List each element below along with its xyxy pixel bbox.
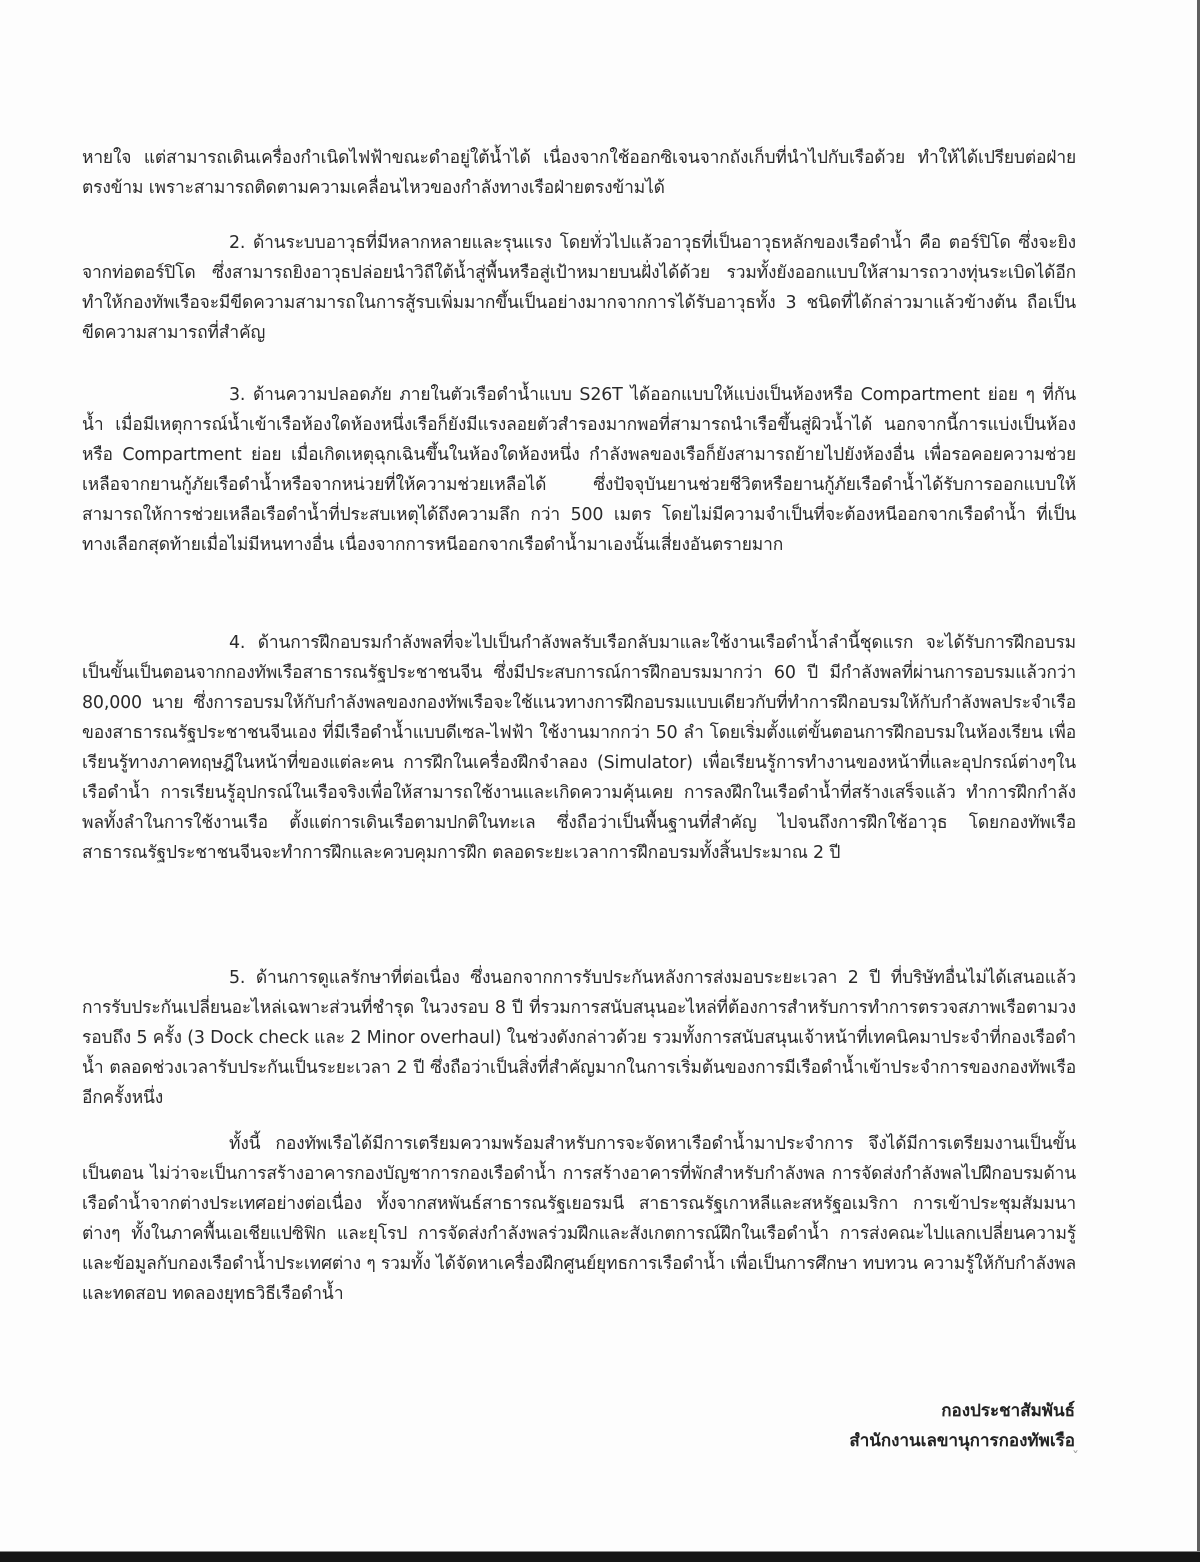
- paragraph-preparation: [82, 1129, 1076, 1309]
- paragraph-text: 5. ด้านการดูแลรักษาที่ต่อเนื่อง ซึ่งนอกจากการรับประกันหลังการส่งมอบระยะเวลา 2 ปี ที่บริษัทอื่นไม่ได้เสนอแล้ว การรับประกันเปลี่ยนอะไหล่เฉพาะส่วนที่ชำรุด ในวงรอบ 8 ปี ที่รวมการสนับสนุนอะไหล่ที่ต้องการสำหรับการทำการตรวจสภาพเรือตามวงรอบถึง 5 ครั้ง (3 Dock check และ 2 Minor overhaul) ในช่วงดังกล่าวด้วย รวมทั้งการสนับสนุนเจ้าหน้าที่เทคนิคมาประจำที่กองเรือดำน้ำ ตลอดช่วงเวลารับประกันเป็นระยะเวลา 2 ปี ซึ่งถือว่าเป็นสิ่งที่สำคัญมากในการเริ่มต้นของการมีเรือดำน้ำเข้าประจำการของกองทัพเรืออีกครั้งหนึ่ง: [82, 968, 1076, 1108]
- paragraph-weapons-system: [82, 228, 1076, 348]
- paragraph-text: 4. ด้านการฝึกอบรมกำลังพลที่จะไปเป็นกำลังพลรับเรือกลับมาและใช้งานเรือดำน้ำลำนี้ชุดแรก จะได้รับการฝึกอบรมเป็นขั้นเป็นตอนจากกองทัพเรือสาธารณรัฐประชาชนจีน ซึ่งมีประสบการณ์การฝึกอบรมมากว่า 60 ปี มีกำลังพลที่ผ่านการอบรมแล้วกว่า 80,000 นาย ซึ่งการอบรมให้กับกำลังพลของกองทัพเรือจะใช้แนวทางการฝึกอบรมแบบเดียวกับที่ทำการฝึกอบรมให้กับกำลังพลประจำเรือของสาธารณรัฐประชาชนจีนเอง ที่มีเรือดำน้ำแบบดีเซล-ไฟฟ้า ใช้งานมากกว่า 50 ลำ โดยเริ่มตั้งแต่ขั้นตอนการฝึกอบรมในห้องเรียน เพื่อเรียนรู้ทางภาคทฤษฎีในหน้าที่ของแต่ละคน การฝึกในเครื่องฝึกจำลอง (Simulator) เพื่อเรียนรู้การทำงานของหน้าที่และอุปกรณ์ต่างๆในเรือดำน้ำ การเรียนรู้อุปกรณ์ในเรือจริงเพื่อให้สามารถใช้งานและเกิดความคุ้นเคย การลงฝึกในเรือดำน้ำที่สร้างเสร็จแล้ว ทำการฝึกกำลังพลทั้งลำในการใช้งานเรือ ตั้งแต่การเดินเรือตามปกติในทะเล ซึ่งถือว่าเป็นพื้นฐานที่สำคัญ ไปจนถึงการฝึกใช้อาวุธ โดยกองทัพเรือสาธารณรัฐประชาชนจีนจะทำการฝึกและควบคุมการฝึก ตลอดระยะเวลาการฝึกอบรมทั้งสิ้นประมาณ 2 ปี: [82, 633, 1076, 863]
- paragraph-training: [82, 628, 1076, 868]
- scan-speck-mark: ˇ: [1072, 1450, 1079, 1466]
- signature-department: กองประชาสัมพันธ์: [941, 1401, 1075, 1421]
- paragraph-maintenance: [82, 963, 1076, 1113]
- paragraph-safety: [82, 380, 1076, 560]
- page-bottom-shadow: [0, 1551, 1200, 1562]
- signature-office: สำนักงานเลขานุการกองทัพเรือ: [849, 1431, 1075, 1451]
- paragraph-continuation: [82, 143, 1076, 203]
- paragraph-text: หายใจ แต่สามารถเดินเครื่องกำเนิดไฟฟ้าขณะดำอยู่ใต้น้ำได้ เนื่องจากใช้ออกซิเจนจากถังเก็บที่นำไปกับเรือด้วย ทำให้ได้เปรียบต่อฝ่ายตรงข้าม เพราะสามารถติดตามความเคลื่อนไหวของกำลังทางเรือฝ่ายตรงข้ามได้: [82, 148, 1076, 198]
- paragraph-text: 2. ด้านระบบอาวุธที่มีหลากหลายและรุนแรง โดยทั่วไปแล้วอาวุธที่เป็นอาวุธหลักของเรือดำน้ำ คือ ตอร์ปิโด ซึ่งจะยิงจากท่อตอร์ปิโด ซึ่งสามารถยิงอาวุธปล่อยนำวิถีใต้น้ำสู่พื้นหรือสู่เป้าหมายบนฝั่งได้ด้วย รวมทั้งยังออกแบบให้สามารถวางทุ่นระเบิดได้อีก ทำให้กองทัพเรือจะมีขีดความสามารถในการสู้รบเพิ่มมากขึ้นเป็นอย่างมากจากการได้รับอาวุธทั้ง 3 ชนิดที่ได้กล่าวมาแล้วข้างต้น ถือเป็นขีดความสามารถที่สำคัญ: [82, 233, 1076, 343]
- paragraph-text: ทั้งนี้ กองทัพเรือได้มีการเตรียมความพร้อมสำหรับการจะจัดหาเรือดำน้ำมาประจำการ จึงได้มีการเตรียมงานเป็นขั้นเป็นตอน ไม่ว่าจะเป็นการสร้างอาคารกองบัญชาการกองเรือดำน้ำ การสร้างอาคารที่พักสำหรับกำลังพล การจัดส่งกำลังพลไปฝึกอบรมด้านเรือดำน้ำจากต่างประเทศอย่างต่อเนื่อง ทั้งจากสหพันธ์สาธารณรัฐเยอรมนี สาธารณรัฐเกาหลีและสหรัฐอเมริกา การเข้าประชุมสัมมนาต่างๆ ทั้งในภาคพื้นเอเชียแปซิฟิก และยุโรป การจัดส่งกำลังพลร่วมฝึกและสังเกตการณ์ฝึกในเรือดำน้ำ การส่งคณะไปแลกเปลี่ยนความรู้และข้อมูลกับกองเรือดำน้ำประเทศต่าง ๆ รวมทั้ง ได้จัดหาเครื่องฝึกศูนย์ยุทธการเรือดำน้ำ เพื่อเป็นการศึกษา ทบทวน ความรู้ให้กับกำลังพล และทดสอบ ทดลองยุทธวิธีเรือดำน้ำ: [82, 1134, 1076, 1304]
- paragraph-text: 3. ด้านความปลอดภัย ภายในตัวเรือดำน้ำแบบ S26T ได้ออกแบบให้แบ่งเป็นห้องหรือ Compartment ย่อย ๆ ที่กันน้ำ เมื่อมีเหตุการณ์น้ำเข้าเรือห้องใดห้องหนึ่งเรือก็ยังมีแรงลอยตัวสำรองมากพอที่สามารถนำเรือขึ้นสู่ผิวน้ำได้ นอกจากนี้การแบ่งเป็นห้องหรือ Compartment ย่อย เมื่อเกิดเหตุฉุกเฉินขึ้นในห้องใดห้องหนึ่ง กำลังพลของเรือก็ยังสามารถย้ายไปยังห้องอื่น เพื่อรอคอยความช่วยเหลือจากยานกู้ภัยเรือดำน้ำหรือจากหน่วยที่ให้ความช่วยเหลือได้ ซึ่งปัจจุบันยานช่วยชีวิตหรือยานกู้ภัยเรือดำน้ำได้รับการออกแบบให้สามารถให้การช่วยเหลือเรือดำน้ำที่ประสบเหตุได้ถึงความลึก กว่า 500 เมตร โดยไม่มีความจำเป็นที่จะต้องหนีออกจากเรือดำน้ำ ที่เป็นทางเลือกสุดท้ายเมื่อไม่มีหนทางอื่น เนื่องจากการหนีออกจากเรือดำน้ำมาเองนั้นเสี่ยงอันตรายมาก: [82, 385, 1076, 555]
- signature-block: [849, 1396, 1075, 1456]
